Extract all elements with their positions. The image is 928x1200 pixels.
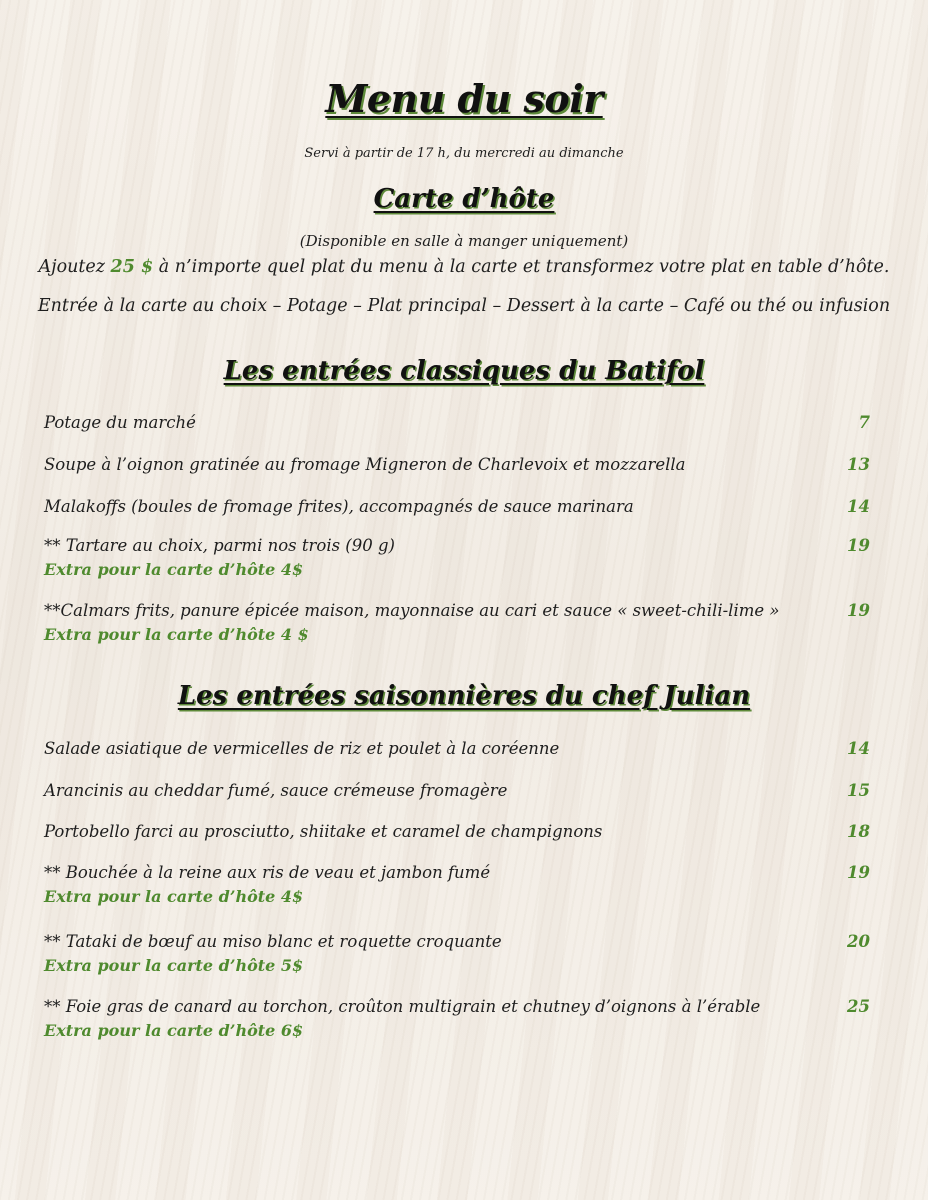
item-name: **Calmars frits, panure épicée maison, mayonnaise au cari et sauce « sweet-chili-lime » [44, 601, 780, 620]
carte-hote-heading [0, 184, 928, 214]
item-extra: Extra pour la carte d’hôte 4 $ [44, 625, 309, 644]
item-name: Salade asiatique de vermicelles de riz et poulet à la coréenne [44, 739, 560, 758]
served-hours: Servi à partir de 17 h, du mercredi au dimanche [304, 146, 624, 161]
item-price: 13 [847, 455, 870, 474]
item-name: Soupe à l’oignon gratinée au fromage Migneron de Charlevoix et mozzarella [44, 455, 686, 474]
menu-item [44, 601, 884, 644]
item-name: ** Foie gras de canard au torchon, croûton multigrain et chutney d’oignons à l’érable [44, 997, 761, 1016]
item-price: 14 [847, 497, 870, 516]
item-name: Portobello farci au prosciutto, shiitake et caramel de champignons [44, 822, 603, 841]
menu-item [44, 497, 884, 516]
item-extra: Extra pour la carte d’hôte 5$ [44, 956, 304, 975]
carte-hote-offer [0, 257, 928, 277]
offer-text-after: à n’importe quel plat du menu à la carte et transformez votre plat en table d’hôte. [153, 257, 890, 277]
menu-item [44, 997, 884, 1040]
item-name: ** Tataki de bœuf au miso blanc et roquette croquante [44, 932, 502, 951]
item-name: ** Bouchée à la reine aux ris de veau et jambon fumé [44, 863, 491, 882]
classic-heading [0, 356, 928, 386]
carte-hote-heading-text: Carte d’hôte [373, 184, 555, 214]
menu-item [44, 863, 884, 906]
menu-item [44, 781, 884, 800]
carte-hote-availability: (Disponible en salle à manger uniquement) [299, 232, 629, 250]
menu-item [44, 822, 884, 841]
item-name: ** Tartare au choix, parmi nos trois (90 g) [44, 536, 395, 555]
item-price: 14 [847, 739, 870, 758]
item-extra: Extra pour la carte d’hôte 6$ [44, 1021, 304, 1040]
item-extra: Extra pour la carte d’hôte 4$ [44, 560, 304, 579]
item-price: 20 [847, 932, 870, 951]
item-name: Malakoffs (boules de fromage frites), accompagnés de sauce marinara [44, 497, 634, 516]
carte-hote-courses: Entrée à la carte au choix – Potage – Plat principal – Dessert à la carte – Café ou thé ou infusion [37, 296, 891, 316]
item-extra: Extra pour la carte d’hôte 4$ [44, 887, 304, 906]
classic-heading-text: Les entrées classiques du Batifol [223, 356, 705, 386]
seasonal-heading-text: Les entrées saisonnières du chef Julian [177, 681, 751, 711]
menu-item [44, 536, 884, 579]
item-price: 19 [847, 536, 870, 555]
page-title [0, 76, 928, 121]
item-price: 18 [847, 822, 870, 841]
offer-text-before: Ajoutez [38, 257, 111, 277]
seasonal-heading [0, 681, 928, 711]
item-price: 15 [847, 781, 870, 800]
item-price: 7 [858, 413, 870, 432]
offer-price: 25 $ [110, 257, 154, 277]
menu-item [44, 739, 884, 758]
page-title-text: Menu du soir [325, 76, 603, 121]
menu-item [44, 413, 884, 432]
menu-item [44, 455, 884, 474]
menu-item [44, 932, 884, 975]
item-price: 19 [847, 863, 870, 882]
item-name: Arancinis au cheddar fumé, sauce crémeuse fromagère [44, 781, 508, 800]
item-name: Potage du marché [44, 413, 196, 432]
item-price: 25 [847, 997, 870, 1016]
item-price: 19 [847, 601, 870, 620]
